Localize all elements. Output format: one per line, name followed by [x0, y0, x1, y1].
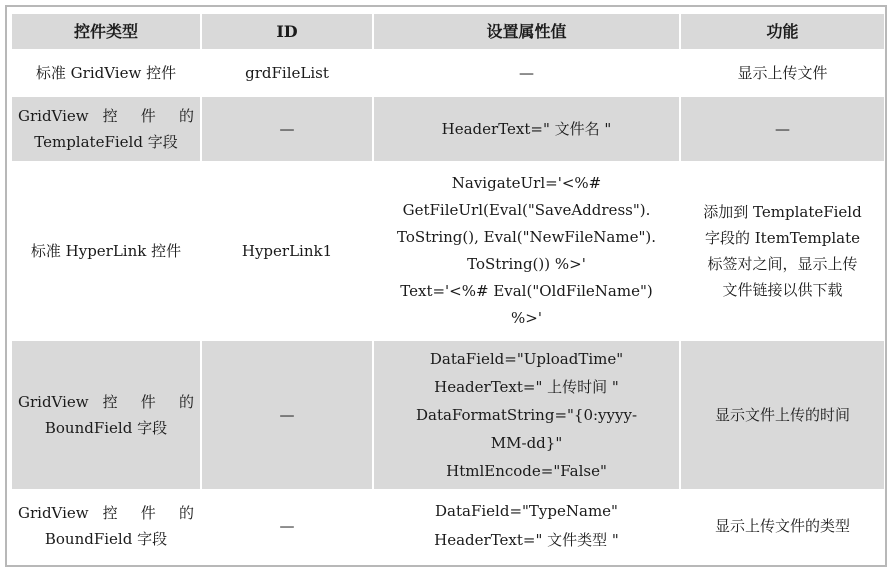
property-line: — [519, 63, 534, 82]
header-property-values: 设置属性值 [374, 14, 679, 49]
cell-control-type: 标准 HyperLink 控件 [12, 163, 200, 339]
property-line: Text='<%# Eval("OldFileName") [400, 282, 653, 300]
table-row [12, 51, 884, 95]
cell-function [681, 491, 884, 561]
function-line: — [775, 119, 790, 138]
header-control-type: 控件类型 [12, 14, 200, 49]
cell-property-values [374, 51, 679, 95]
property-line: DataFormatString="{0:yyyy- [415, 406, 638, 424]
cell-function [681, 97, 884, 161]
table-row [12, 97, 884, 161]
cell-control-type: GridView 控 件 的 BoundField 字段 [12, 491, 200, 561]
property-line: %>' [511, 309, 542, 327]
control-settings-table [10, 12, 886, 563]
table-row [12, 341, 884, 489]
function-line: 添加到 TemplateField [703, 203, 862, 221]
function-line: 字段的 ItemTemplate [704, 229, 860, 247]
cell-property-values [374, 97, 679, 161]
cell-id: — [202, 97, 372, 161]
cell-id: — [202, 341, 372, 489]
cell-property-values [374, 163, 679, 339]
cell-function [681, 341, 884, 489]
function-line: 显示上传文件 [737, 63, 828, 82]
function-line: 显示上传文件的类型 [714, 516, 850, 535]
property-line: DataField="UploadTime" [429, 350, 624, 368]
property-line: HeaderText=" 文件类型 " [434, 531, 619, 549]
property-line: HeaderText=" 上传时间 " [434, 378, 619, 396]
cell-function [681, 163, 884, 339]
table-row [12, 163, 884, 339]
function-line: 标签对之间，显示上传 [707, 255, 858, 273]
header-function: 功能 [681, 14, 884, 49]
cell-property-values [374, 341, 679, 489]
cell-control-type: 标准 GridView 控件 [12, 51, 200, 95]
property-line: DataField="TypeName" [435, 502, 618, 520]
cell-id: — [202, 491, 372, 561]
property-line: MM-dd}" [490, 434, 563, 452]
property-line: HtmlEncode="False" [446, 462, 607, 480]
cell-function [681, 51, 884, 95]
header-id: ID [202, 14, 372, 49]
header-row [12, 14, 884, 49]
cell-control-type: GridView 控 件 的 BoundField 字段 [12, 341, 200, 489]
table-row [12, 491, 884, 561]
property-line: ToString()) %>' [467, 255, 586, 273]
cell-property-values [374, 491, 679, 561]
cell-control-type: GridView 控 件 的 TemplateField 字段 [12, 97, 200, 161]
cell-id: grdFileList [202, 51, 372, 95]
property-line: HeaderText=" 文件名 " [441, 119, 612, 138]
cell-id: HyperLink1 [202, 163, 372, 339]
function-line: 显示文件上传的时间 [714, 405, 850, 424]
function-line: 文件链接以供下载 [722, 281, 843, 299]
property-line: ToString(), Eval("NewFileName"). [397, 228, 656, 246]
property-line: NavigateUrl='<%# [451, 174, 602, 192]
property-line: GetFileUrl(Eval("SaveAddress"). [402, 201, 651, 219]
